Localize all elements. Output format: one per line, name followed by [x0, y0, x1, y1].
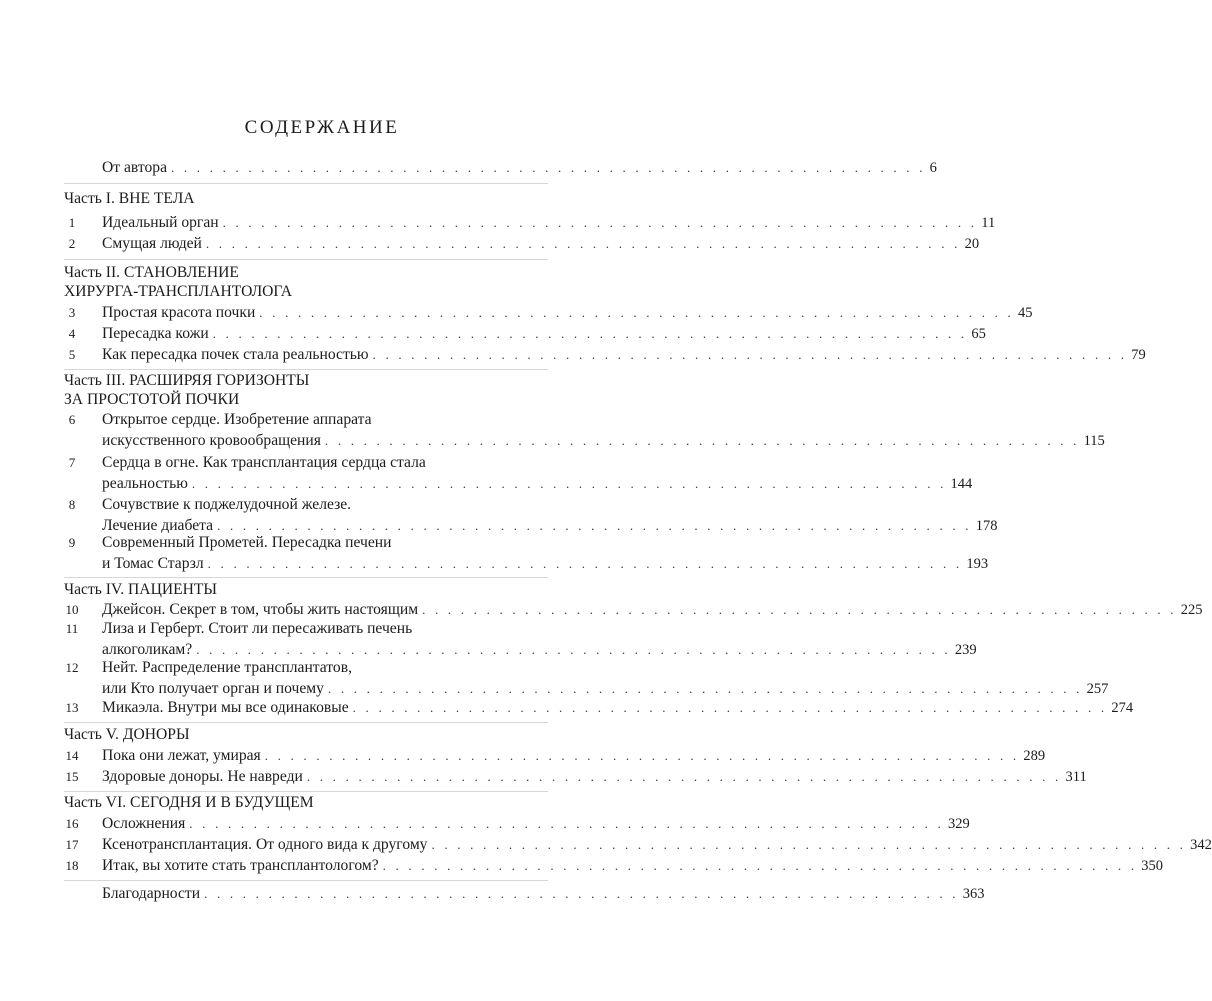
- chapter-number: 12: [65, 660, 79, 675]
- leader-dots: . . . . . . . . . . . . . . . . . . . . . . . . . . . . . . . . . . . . . . . . . . . . . . . . . . . . . . . . . . .: [217, 518, 972, 533]
- toc-page-number: 274: [1111, 700, 1134, 716]
- toc-entry-18: [102, 855, 1164, 877]
- toc-entry-9-line1: Современный Прометей. Пересадка печени: [102, 534, 392, 551]
- toc-entry-title: Пересадка кожи: [102, 325, 209, 342]
- toc-entry-title: Микаэла. Внутри мы все одинаковые: [102, 699, 349, 716]
- leader-dots: . . . . . . . . . . . . . . . . . . . . . . . . . . . . . . . . . . . . . . . . . . . . . . . . . . . . . . . . . . .: [205, 236, 961, 251]
- chapter-number: 4: [68, 326, 76, 341]
- chapter-number: 10: [65, 602, 79, 617]
- chapter-number: 9: [68, 535, 76, 550]
- toc-entry-7: [102, 473, 973, 495]
- leader-dots: . . . . . . . . . . . . . . . . . . . . . . . . . . . . . . . . . . . . . . . . . . . . . . . . . . . . . . . . . . .: [207, 556, 963, 571]
- toc-entry-6: [102, 430, 1105, 452]
- toc-page-number: 257: [1086, 681, 1109, 697]
- toc-page-number: 342: [1190, 837, 1212, 853]
- chapter-number: 8: [68, 497, 76, 512]
- toc-entry-title: Благодарности: [102, 885, 201, 902]
- toc-entry-title: Осложнения: [102, 815, 186, 832]
- toc-entry-title: искусственного кровообращения: [102, 432, 321, 449]
- leader-dots: . . . . . . . . . . . . . . . . . . . . . . . . . . . . . . . . . . . . . . . . . . . . . . . . . . . . . . . . . . .: [222, 215, 978, 230]
- toc-entry-title: Простая красота почки: [102, 304, 256, 321]
- part-heading-3: Часть III. РАСШИРЯЯ ГОРИЗОНТЫ: [64, 372, 310, 389]
- chapter-number: 6: [68, 412, 76, 427]
- toc-entry-11-line1: Лиза и Герберт. Стоит ли пересаживать печень: [102, 620, 413, 637]
- divider: [64, 259, 548, 260]
- toc-entry-title: Здоровые доноры. Не навреди: [102, 768, 303, 785]
- leader-dots: . . . . . . . . . . . . . . . . . . . . . . . . . . . . . . . . . . . . . . . . . . . . . . . . . . . . . . . . . . .: [204, 886, 959, 901]
- toc-entry-3: [102, 302, 1033, 324]
- leader-dots: . . . . . . . . . . . . . . . . . . . . . . . . . . . . . . . . . . . . . . . . . . . . . . . . . . . . . . . . . . .: [264, 748, 1020, 763]
- toc-entry-12-line1: Нейт. Распределение трансплантатов,: [102, 659, 352, 676]
- toc-page-number: 79: [1131, 347, 1146, 363]
- toc-page-number: 65: [971, 326, 986, 342]
- toc-entry-title: Пока они лежат, умирая: [102, 747, 261, 764]
- toc-page-number: 45: [1017, 305, 1033, 321]
- toc-entry-title: Итак, вы хотите стать трансплантологом?: [102, 857, 379, 874]
- toc-entry-intro: [102, 157, 937, 179]
- toc-entry-acknowledgments: [102, 883, 985, 905]
- leader-dots: . . . . . . . . . . . . . . . . . . . . . . . . . . . . . . . . . . . . . . . . . . . . . . . . . . . . . . . . . . .: [352, 700, 1108, 715]
- toc-entry-4: [102, 323, 986, 345]
- toc-page-number: 178: [975, 518, 998, 534]
- toc-page-number: 350: [1141, 858, 1164, 874]
- toc-entry-2: [102, 233, 980, 255]
- page-title: СОДЕРЖАНИЕ: [244, 117, 400, 138]
- toc-page-number: 20: [964, 236, 980, 252]
- toc-entry-title: Джейсон. Секрет в том, чтобы жить настоящим: [102, 601, 419, 618]
- toc-entry-6-line1: Открытое сердце. Изобретение аппарата: [102, 411, 372, 428]
- leader-dots: . . . . . . . . . . . . . . . . . . . . . . . . . . . . . . . . . . . . . . . . . . . . . . . . . . . . . . . . . . .: [327, 681, 1083, 696]
- part-heading-5: Часть V. ДОНОРЫ: [64, 726, 190, 743]
- leader-dots: . . . . . . . . . . . . . . . . . . . . . . . . . . . . . . . . . . . . . . . . . . . . . . . . . . . . . . . . . . .: [259, 305, 1014, 320]
- chapter-number: 1: [68, 215, 76, 230]
- toc-page-number: 115: [1083, 433, 1105, 449]
- toc-entry-title: Смущая людей: [102, 235, 202, 252]
- toc-entry-17: [102, 834, 1212, 856]
- leader-dots: . . . . . . . . . . . . . . . . . . . . . . . . . . . . . . . . . . . . . . . . . . . . . . . . . . . . . . . . . . .: [324, 433, 1080, 448]
- toc-entry-5: [102, 344, 1146, 366]
- toc-page-number: 11: [981, 215, 996, 231]
- toc-entry-8-line1: Сочувствие к поджелудочной железе.: [102, 496, 352, 513]
- leader-dots: . . . . . . . . . . . . . . . . . . . . . . . . . . . . . . . . . . . . . . . . . . . . . . . . . . . . . . . . . . .: [372, 347, 1128, 362]
- leader-dots: . . . . . . . . . . . . . . . . . . . . . . . . . . . . . . . . . . . . . . . . . . . . . . . . . . . . . . . . . . .: [431, 837, 1187, 852]
- toc-page-number: 311: [1065, 769, 1087, 785]
- toc-entry-title: алкоголикам?: [102, 641, 193, 658]
- toc-entry-title: От автора: [102, 159, 167, 176]
- toc-entry-13: [102, 697, 1134, 719]
- toc-entry-title: Лечение диабета: [102, 517, 214, 534]
- toc-entry-16: [102, 813, 970, 835]
- divider: [64, 722, 548, 723]
- toc-page-number: 363: [962, 886, 985, 902]
- leader-dots: . . . . . . . . . . . . . . . . . . . . . . . . . . . . . . . . . . . . . . . . . . . . . . . . . . . . . . . . . . .: [189, 816, 944, 831]
- chapter-number: 17: [65, 837, 79, 852]
- toc-entry-title: и Томас Старзл: [102, 555, 204, 572]
- toc-entry-9: [102, 553, 989, 575]
- toc-entry-title: Ксенотрансплантация. От одного вида к другому: [102, 836, 428, 853]
- toc-entry-title: реальностью: [102, 475, 188, 492]
- toc-entry-1: [102, 212, 996, 234]
- part-heading-2: Часть II. СТАНОВЛЕНИЕ: [64, 264, 239, 281]
- leader-dots: . . . . . . . . . . . . . . . . . . . . . . . . . . . . . . . . . . . . . . . . . . . . . . . . . . . . . . . . . . .: [191, 476, 947, 491]
- chapter-number: 16: [65, 816, 79, 831]
- toc-entry-title: Идеальный орган: [102, 214, 219, 231]
- chapter-number: 15: [65, 769, 79, 784]
- leader-dots: . . . . . . . . . . . . . . . . . . . . . . . . . . . . . . . . . . . . . . . . . . . . . . . . . . . . . . . . . . .: [212, 326, 968, 341]
- toc-page-number: 144: [950, 476, 973, 492]
- toc-page-number: 239: [954, 642, 977, 658]
- divider: [64, 183, 548, 184]
- leader-dots: . . . . . . . . . . . . . . . . . . . . . . . . . . . . . . . . . . . . . . . . . . . . . . . . . . . . . . . . . . .: [171, 160, 926, 175]
- part-heading-2-cont: ХИРУРГА-ТРАНСПЛАНТОЛОГА: [64, 283, 292, 300]
- toc-page-number: 6: [929, 160, 937, 176]
- divider: [64, 880, 548, 881]
- leader-dots: . . . . . . . . . . . . . . . . . . . . . . . . . . . . . . . . . . . . . . . . . . . . . . . . . . . . . . . . . . .: [306, 769, 1062, 784]
- leader-dots: . . . . . . . . . . . . . . . . . . . . . . . . . . . . . . . . . . . . . . . . . . . . . . . . . . . . . . . . . . .: [382, 858, 1138, 873]
- toc-entry-14: [102, 745, 1046, 767]
- part-heading-6: Часть VI. СЕГОДНЯ И В БУДУЩЕМ: [64, 794, 314, 811]
- toc-entry-title: или Кто получает орган и почему: [102, 680, 324, 697]
- toc-entry-7-line1: Сердца в огне. Как трансплантация сердца стала: [102, 454, 426, 471]
- chapter-number: 3: [68, 305, 76, 320]
- part-heading-3-cont: ЗА ПРОСТОТОЙ ПОЧКИ: [64, 391, 240, 408]
- leader-dots: . . . . . . . . . . . . . . . . . . . . . . . . . . . . . . . . . . . . . . . . . . . . . . . . . . . . . . . . . . .: [422, 602, 1177, 617]
- toc-entry-15: [102, 766, 1087, 788]
- chapter-number: 18: [65, 858, 79, 873]
- chapter-number: 13: [65, 700, 79, 715]
- chapter-number: 14: [65, 748, 79, 763]
- toc-page-number: 289: [1023, 748, 1046, 764]
- chapter-number: 2: [68, 236, 76, 251]
- chapter-number: 5: [68, 347, 76, 362]
- toc-page-number: 193: [966, 556, 989, 572]
- part-heading-4: Часть IV. ПАЦИЕНТЫ: [64, 581, 217, 598]
- chapter-number: 7: [68, 455, 76, 470]
- toc-page-number: 225: [1180, 602, 1203, 618]
- part-heading-1: Часть I. ВНЕ ТЕЛА: [64, 190, 195, 207]
- divider: [64, 577, 548, 578]
- leader-dots: . . . . . . . . . . . . . . . . . . . . . . . . . . . . . . . . . . . . . . . . . . . . . . . . . . . . . . . . . . .: [196, 642, 951, 657]
- toc-entry-title: Как пересадка почек стала реальностью: [102, 346, 369, 363]
- chapter-number: 11: [65, 621, 79, 636]
- toc-page-number: 329: [947, 816, 970, 832]
